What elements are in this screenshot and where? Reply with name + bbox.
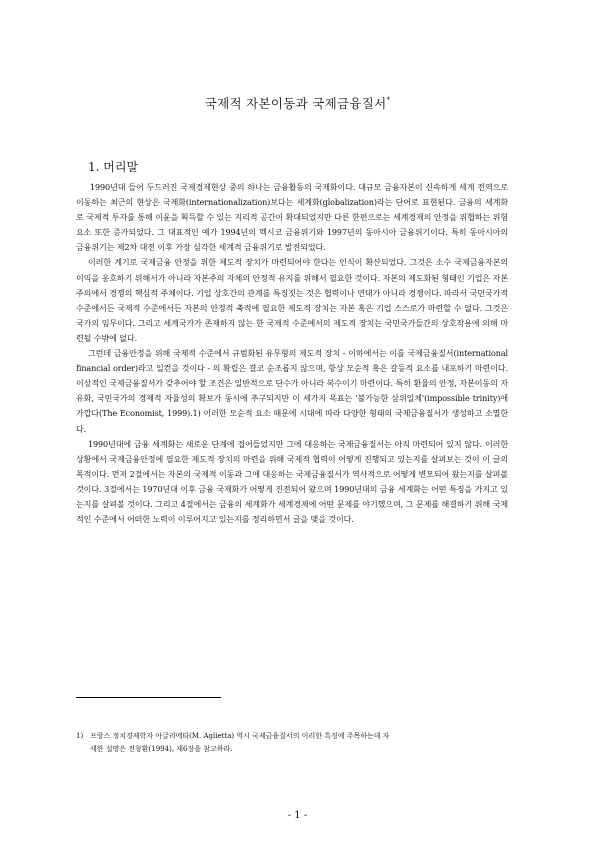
title-footnote-mark: * (386, 96, 391, 104)
footnote-divider (76, 697, 221, 698)
paper-title (0, 94, 595, 112)
footnote-line: 세한 설명은 전창환(1994), 제6장을 참고하라. (90, 745, 233, 753)
paragraph: 그런데 금융안정을 위해 국제적 수준에서 규범화된 유무형의 제도적 장치 - 이하에서는 이를 국제금융질서(international financial order)라고 일컫을 것이다 - 의 확립은 결코 순조롭지 않으며, 항상 모순적 혹은 갈등적 요소를 내포하기 마련이다. 이상적인 국제금융질서가 갖추어야 할 조건은 일반적으로 단수가 아니라 복수이기 마련이다. 특히 환율의 안정, 자본이동의 자유화, 국민국가의 경제적 자율성의 확보가 동시에 추구되지만 이 세가지 목표는 '불가능한 삼위일체'(impossible trinity)에 가깝다(The Economist, 1999).1) 이러한 모순적 요소 때문에 시대에 따라 다양한 형태의 국제금융질서가 생성하고 소멸한다. (76, 349, 508, 434)
paragraph: 1990년대에 금융 세계화는 새로운 단계에 접어들었지만 그에 대응하는 국제금융질서는 아직 마련되어 있지 않다. 이러한 상황에서 국제금융안정에 필요한 제도적 장치의 마련을 위해 국제적 협력이 어떻게 진행되고 있는지를 살펴보는 것이 이 글의 목적이다. 먼저 2절에서는 자본의 국제적 이동과 그에 대응하는 국제금융질서가 역사적으로 어떻게 변모되어 왔는지를 살펴볼 것이다. 3절에서는 1970년대 이후 금융 국제화가 어떻게 진전되어 왔으며 1990년대의 금융 세계화는 어떤 특징을 가지고 있는지를 살펴볼 것이다. 그리고 4절에서는 금융의 세계화가 세계경제에 어떤 문제를 야기했으며, 그 문제를 해결하기 위해 국제적인 수준에서 어떠한 노력이 이루어지고 있는지를 정리하면서 글을 맺을 것이다. (76, 439, 508, 525)
footnote-text: 프랑스 정치경제학자 아글리에타(M. Aglietta) 역시 국제금융질서의 이러한 특징에 주목하는데 자 (90, 732, 390, 740)
paragraph: 이러한 계기로 국제금융 안정을 위한 제도적 장치가 마련되어야 한다는 인식이 확산되었다. 그것은 소수 국제금융자본의 이익을 옹호하기 위해서가 아니라 자본주의 자체의 안정적 유지를 위해서 필요한 것이다. 자본의 제도화된 형태인 기업은 자본주의에서 경쟁의 핵심적 주체이다. 기업 상호간의 관계를 특징짓는 것은 협력이나 연대가 아니라 경쟁이다. 따라서 국민국가적 수준에서든 국제적 수준에서든 자본의 안정적 축적에 필요한 제도적 장치는 자본 혹은 기업 스스로가 마련할 수 없다. 그것은 국가의 임무이다. 그리고 세계국가가 존재하지 않는 한 국제적 수준에서의 제도적 장치는 국민국가들간의 상호작용에 의해 마련될 수밖에 없다. (76, 258, 508, 343)
footnote-number: 1) (76, 732, 84, 740)
footnote-line (76, 730, 516, 743)
title-text: 국제적 자본이동과 국제금융질서 (204, 96, 387, 111)
paragraph: 1990년대 들어 두드러진 국제경제현상 중의 하나는 금융활동의 국제화이다. 대규모 금융자본이 신속하게 세계 전역으로 이동하는 최근의 현상은 국제화(internationalization)보다는 세계화(globalization)라는 단어로 표현된다. 금융의 세계화로 국제적 투자를 통해 이윤을 획득할 수 있는 지리적 공간이 확대되었지만 다른 한편으로는 세계경제의 안정을 위협하는 위험 요소 또한 증가되었다. 그 대표적인 예가 1994년의 멕시코 금융위기와 1997년의 동아시아 금융위기이다. 특히 동아시아의 금융위기는 제2차 대전 이후 가장 심각한 세계적 금융위기로 발전되었다. (76, 183, 508, 253)
section-heading: 1. 머리말 (88, 160, 139, 174)
footnote (76, 730, 516, 756)
body-text (76, 180, 508, 527)
page-number: - 1 - (287, 810, 308, 821)
